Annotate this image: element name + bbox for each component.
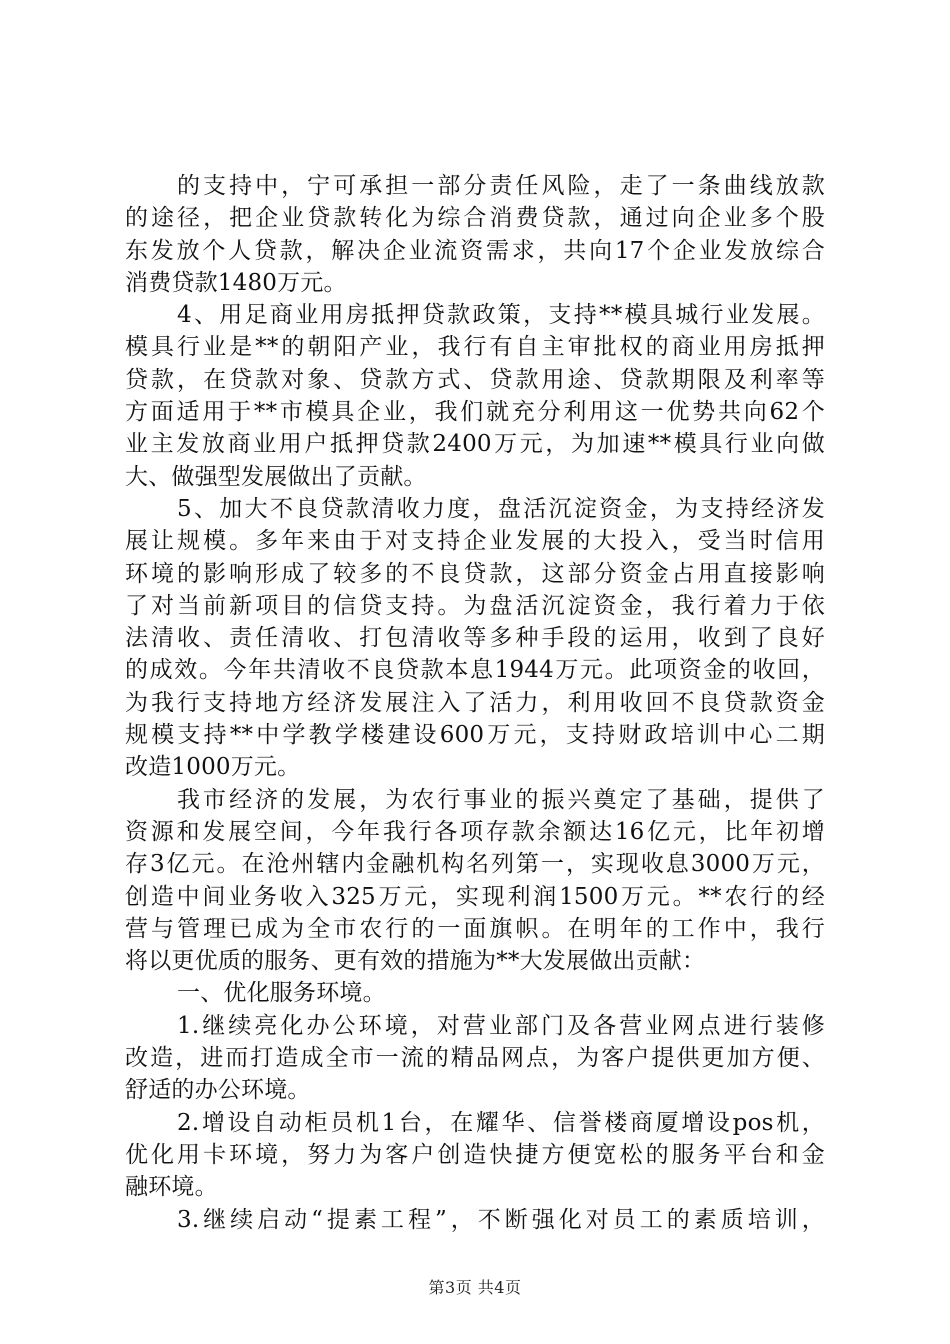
text-line: 的成效。今年共清收不良贷款本息1944万元。此项资金的收回， <box>125 657 825 684</box>
text-line: 的途径，把企业贷款转化为综合消费贷款，通过向企业多个股 <box>125 205 825 232</box>
text-line: 一、优化服务环境。 <box>177 980 386 1007</box>
text-line: 业主发放商业用户抵押贷款2400万元，为加速**模具行业向做 <box>125 431 825 458</box>
text-line: 4、用足商业用房抵押贷款政策，支持**模具城行业发展。 <box>177 302 825 329</box>
text-line: 存3亿元。在沧州辖内金融机构名列第一，实现收息3000万元， <box>125 851 825 878</box>
text-line: 环境的影响形成了较多的不良贷款，这部分资金占用直接影响 <box>125 560 825 587</box>
text-line: 为我行支持地方经济发展注入了活力，利用收回不良贷款资金 <box>125 689 825 716</box>
page-number: 第3页 共4页 <box>428 1278 522 1297</box>
text-line: 展让规模。多年来由于对支持企业发展的大投入，受当时信用 <box>125 528 825 555</box>
text-line: 营与管理已成为全市农行的一面旗帜。在明年的工作中，我行 <box>125 915 825 942</box>
text-line: 3.继续启动“提素工程”，不断强化对员工的素质培训， <box>177 1206 825 1233</box>
text-line: 的支持中，宁可承担一部分责任风险，走了一条曲线放款 <box>177 173 825 199</box>
document-body <box>125 170 825 1236</box>
text-line: 5、加大不良贷款清收力度，盘活沉淀资金，为支持经济发 <box>177 495 825 522</box>
text-line: 消费贷款1480万元。 <box>125 269 347 296</box>
text-line: 舒适的办公环境。 <box>125 1077 311 1104</box>
text-line: 创造中间业务收入325万元，实现利润1500万元。**农行的经 <box>125 883 825 910</box>
text-line: 我市经济的发展，为农行事业的振兴奠定了基础，提供了 <box>177 786 825 813</box>
text-line: 法清收、责任清收、打包清收等多种手段的运用，收到了良好 <box>125 625 825 652</box>
text-line: 融环境。 <box>125 1174 218 1201</box>
text-line: 模具行业是**的朝阳产业，我行有自主审批权的商业用房抵押 <box>125 334 825 361</box>
text-line: 优化用卡环境，努力为客户创造快捷方便宽松的服务平台和金 <box>125 1141 825 1168</box>
text-line: 方面适用于**市模具企业，我们就充分利用这一优势共向62个 <box>125 399 825 426</box>
text-line: 改造1000万元。 <box>125 754 301 781</box>
text-line: 将以更优质的服务、更有效的措施为**大发展做出贡献： <box>125 948 706 975</box>
text-line: 2.增设自动柜员机1台，在耀华、信誉楼商厦增设pos机， <box>177 1109 825 1136</box>
text-line: 规模支持**中学教学楼建设600万元，支持财政培训中心二期 <box>125 722 825 749</box>
text-line: 了对当前新项目的信贷支持。为盘活沉淀资金，我行着力于依 <box>125 592 825 619</box>
text-line: 改造，进而打造成全市一流的精品网点，为客户提供更加方便、 <box>125 1045 825 1072</box>
text-line: 1.继续亮化办公环境，对营业部门及各营业网点进行装修 <box>177 1012 825 1039</box>
text-line: 资源和发展空间，今年我行各项存款余额达16亿元，比年初增 <box>125 818 825 845</box>
text-line: 贷款，在贷款对象、贷款方式、贷款用途、贷款期限及利率等 <box>125 366 825 393</box>
text-line: 大、做强型发展做出了贡献。 <box>125 463 427 490</box>
text-line: 东发放个人贷款，解决企业流资需求，共向17个企业发放综合 <box>125 237 825 264</box>
